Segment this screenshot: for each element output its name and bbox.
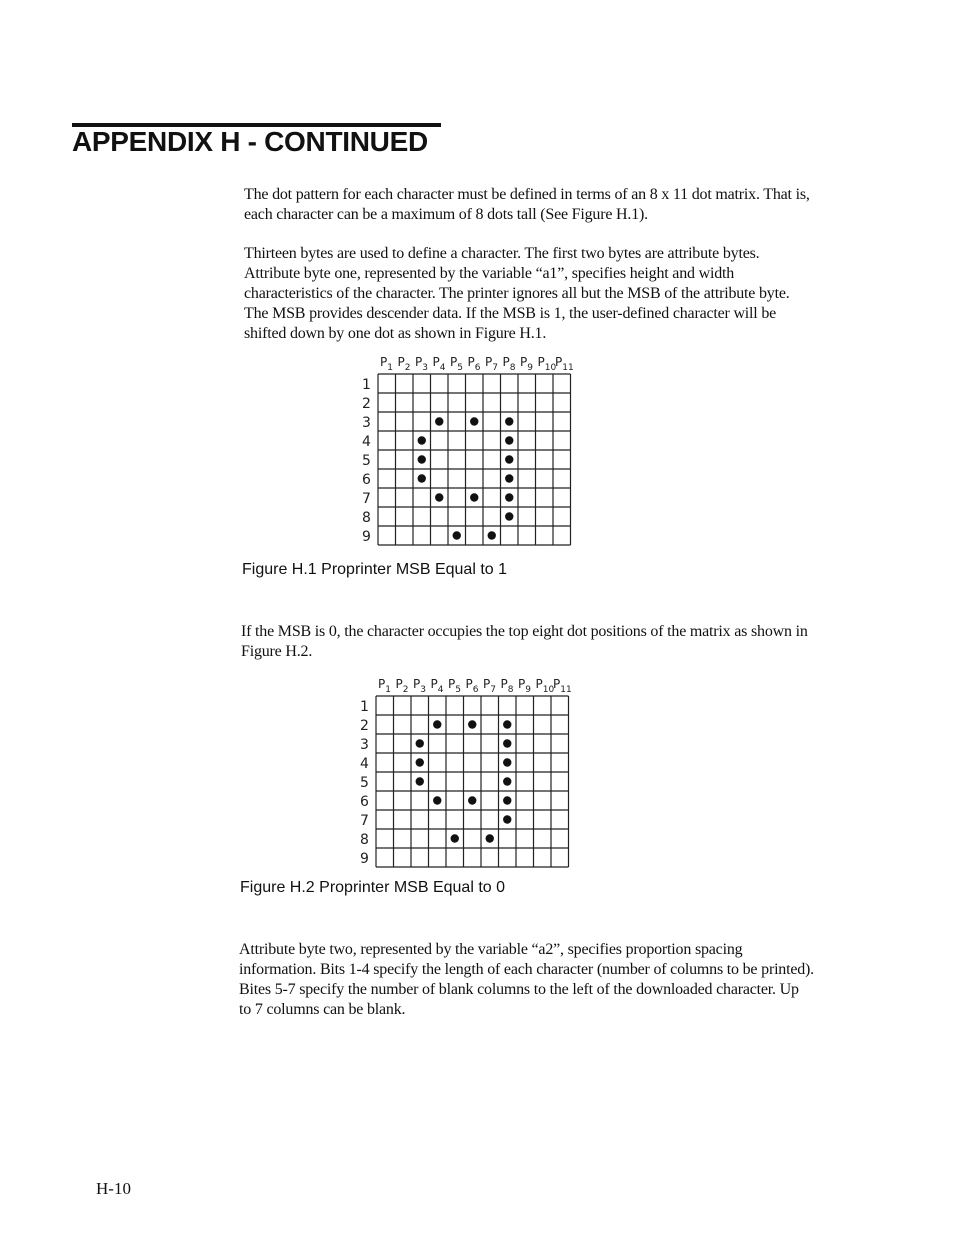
row-label: 6 [362,472,371,488]
paragraph-attribute-byte-two: Attribute byte two, represented by the variable “a2”, specifies proportion spacing information. Bits 1-4 specify the length of each character (number of columns to be printed). Bites 5-7 specify the number of blank columns to the left of the downloaded character. Up to 7 columns can be blank. [239,941,814,1018]
column-label: $P_2$ [395,677,409,695]
matrix-dot [416,739,424,747]
page-number: H-10 [96,1179,131,1198]
row-label: 8 [362,510,371,526]
column-label: $P_5$ [448,677,461,695]
matrix-dot [468,796,476,804]
matrix-dot [470,417,478,425]
figure-h1-dot-grid [356,352,572,546]
column-label: $P_3$ [415,355,428,373]
matrix-dot [503,777,511,785]
matrix-dot [503,796,511,804]
matrix-dot [470,493,478,501]
figure-h2-caption: Figure H.2 Proprinter MSB Equal to 0 [240,879,506,896]
row-label: 2 [362,396,371,412]
row-label: 4 [360,756,369,772]
row-label: 4 [362,434,371,450]
matrix-dot [505,474,513,482]
row-label: 5 [362,453,371,469]
column-label: $P_1$ [380,355,393,373]
column-label: $P_7$ [483,677,496,695]
row-label: 6 [360,794,369,810]
matrix-dot [505,436,513,444]
matrix-dot [416,777,424,785]
matrix-dot [453,531,461,539]
column-label: $P_6$ [465,677,479,695]
matrix-dot [505,512,513,520]
matrix-dot [416,758,424,766]
row-label: 9 [360,851,369,867]
column-label: $P_4$ [430,677,444,695]
column-label: $P_{10}$ [535,677,555,695]
row-label: 8 [360,832,369,848]
matrix-dot [505,417,513,425]
row-label: 3 [360,737,369,753]
column-label: $P_3$ [413,677,426,695]
column-label: $P_{11}$ [553,677,572,695]
matrix-dot [488,531,496,539]
row-label: 1 [360,699,369,715]
row-label: 9 [362,529,371,545]
row-label: 2 [360,718,369,734]
matrix-dot [433,796,441,804]
column-label: $P_8$ [502,355,516,373]
column-label: $P_{10}$ [537,355,557,373]
matrix-dot [468,720,476,728]
column-label: $P_5$ [450,355,463,373]
matrix-dot [503,739,511,747]
column-label: $P_{11}$ [555,355,574,373]
column-label: $P_6$ [467,355,481,373]
column-label: $P_7$ [485,355,498,373]
matrix-dot [486,834,494,842]
row-label: 3 [362,415,371,431]
matrix-dot [418,436,426,444]
column-label: $P_1$ [378,677,391,695]
paragraph-dot-matrix: The dot pattern for each character must be defined in terms of an 8 x 11 dot matrix. That is, each character can be a maximum of 8 dots tall (See Figure H.1). [244,186,810,223]
paragraph-msb-zero: If the MSB is 0, the character occupies the top eight dot positions of the matrix as shown in Figure H.2. [241,623,808,660]
column-label: $P_9$ [518,677,531,695]
matrix-dot [418,474,426,482]
matrix-dot [435,493,443,501]
row-label: 5 [360,775,369,791]
matrix-dot [505,455,513,463]
paragraph-attribute-bytes: Thirteen bytes are used to define a character. The first two bytes are attribute bytes. Attribute byte one, represented by the variable “a1”, specifies height and width characteristics of the character. The printer ignores all but the MSB of the attribute byte. The MSB provides descender data. If the MSB is 1, the user-defined character will be shifted down by one dot as shown in Figure H.1. [244,245,790,342]
row-label: 7 [360,813,369,829]
figure-h1-caption: Figure H.1 Proprinter MSB Equal to 1 [242,561,508,578]
matrix-dot [503,815,511,823]
column-label: $P_2$ [397,355,411,373]
figure-h2-dot-grid [354,674,570,868]
matrix-dot [433,720,441,728]
matrix-dot [505,493,513,501]
row-label: 7 [362,491,371,507]
matrix-dot [418,455,426,463]
column-label: $P_4$ [432,355,446,373]
row-label: 1 [362,377,371,393]
matrix-dot [435,417,443,425]
matrix-dot [503,720,511,728]
column-label: $P_8$ [500,677,514,695]
matrix-dot [503,758,511,766]
column-label: $P_9$ [520,355,533,373]
page-title: APPENDIX H - CONTINUED [72,126,428,157]
matrix-dot [451,834,459,842]
